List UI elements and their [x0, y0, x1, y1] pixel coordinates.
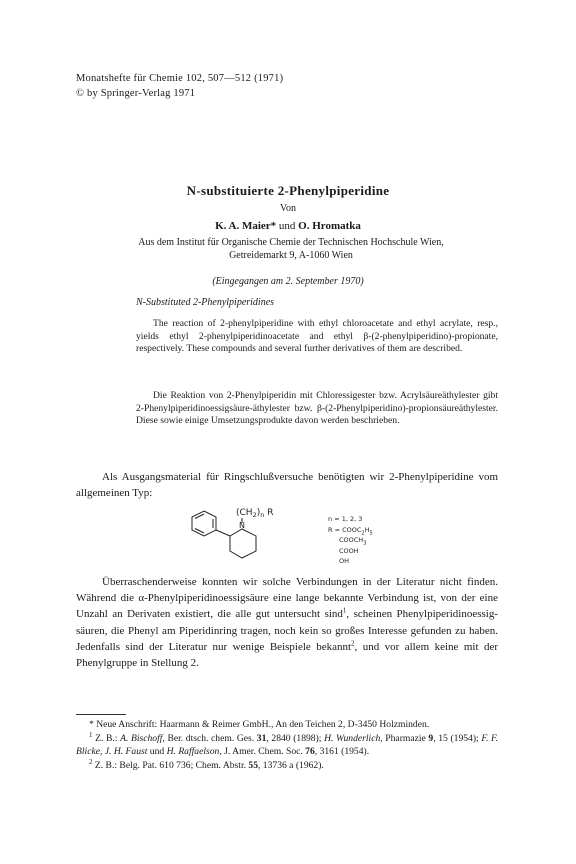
journal-header — [76, 71, 283, 101]
affiliation-line-1: Aus dem Institut für Organische Chemie der Technischen Hochschule Wien, — [138, 237, 444, 248]
author-maier: K. A. Maier* — [215, 220, 277, 232]
affiliation-line-2: Getreidemarkt 9, A-1060 Wien — [229, 250, 353, 261]
n-values: n = 1, 2, 3 — [328, 515, 363, 523]
footnote-divider — [76, 714, 126, 715]
footnote-2: $^2$ Z. B.: Belg. Pat. 610 736; Chem. Abstr. 55, 13736 a (1962). — [89, 757, 324, 771]
structure-nitrogen: N — [239, 521, 245, 530]
author-line — [0, 220, 576, 232]
phenylpiperidine-structure — [190, 505, 300, 567]
by-label: Von — [280, 203, 296, 214]
citation-1: 1 — [342, 606, 347, 615]
piperidine-ring — [230, 529, 256, 558]
structure-chain-label: $(CH_2)_n$ R — [236, 508, 274, 519]
journal-citation: Monatshefte für Chemie 102, 507—512 (1971) — [76, 73, 284, 84]
body-paragraph — [76, 574, 498, 671]
citation-2: 2 — [351, 639, 355, 648]
substituent-legend — [328, 514, 373, 567]
r-value-2: $COOCH_3$ — [339, 536, 367, 547]
footnotes — [76, 718, 498, 773]
abstract-german — [136, 390, 498, 428]
intro-paragraph — [76, 469, 498, 501]
abstract-english — [136, 318, 498, 356]
author-conjunction: und — [278, 220, 296, 232]
affiliation — [82, 236, 500, 262]
abstract-english-text: The reaction of 2-phenylpiperidine with ethyl chloroacetate and ethyl acrylate, resp., yields ethyl 2-phenylpiperidinoacetate and ethyl β-(2-phenylpiperidino)-propionate, respectively. These compounds and several further derivatives of them are described. — [136, 318, 498, 354]
footnote-star: * Neue Anschrift: Haarmann & Reimer GmbH., An den Teichen 2, D-3450 Holzminden. — [89, 719, 430, 730]
r-value-4: OH — [339, 557, 350, 566]
paper-title: N-substituierte 2-Phenylpiperidine — [186, 183, 390, 198]
benzene-ring — [192, 511, 216, 536]
abstract-german-text: Die Reaktion von 2-Phenylpiperidin mit Chloressigester bzw. Acrylsäureäthylester gibt 2-Phenylpiperidinoessigsäure-äthylester bzw. β-(2-Phenylpiperidino)-propionsäureäthylester. Diese sowie einige Umsetzungsprodukte davon werden beschrieben. — [136, 390, 498, 426]
footnote-1: $^1$ Z. B.: A. Bischoff, Ber. dtsch. chem. Ges. 31, 2840 (1898); H. Wunderlich, Pharmazie 9, 15 (1954); F. F. Blicke, J. H. Faust und H. Raffaelson, J. Amer. Chem. Soc. 76, 3161 (1954). — [76, 730, 498, 757]
received-date: (Eingegangen am 2. September 1970) — [212, 276, 364, 287]
body-text: Überraschenderweise konnten wir solche Verbindungen in der Literatur nicht finden. Während die α-Phenylpiperidinoessigsäure eine lange bekannte Verbindung ist, von der eine Unzahl an Derivaten existiert, die alle gut untersucht sind$^1$, scheinen Phenylpiperidinoessig-säuren, die Phenyl am Piperidinring tragen, noch kein so großes Interesse gefunden zu haben. Jedenfalls sind der Literatur nur wenige Beispiele bekannt$^2$, und vor allem keine mit der Phenylgruppe in Stellung 2. — [76, 576, 498, 670]
r-value-3: COOH — [339, 546, 359, 555]
author-hromatka: O. Hromatka — [298, 220, 361, 232]
copyright-line: © by Springer-Verlag 1971 — [76, 88, 196, 99]
r-value-1: $R = COOC_2H_5$ — [328, 525, 373, 536]
english-title: N-Substituted 2-Phenylpiperidines — [136, 297, 275, 308]
intro-text: Als Ausgangsmaterial für Ringschlußversuche benötigten wir 2-Phenylpiperidine vom allgemeinen Typ: — [76, 471, 498, 499]
